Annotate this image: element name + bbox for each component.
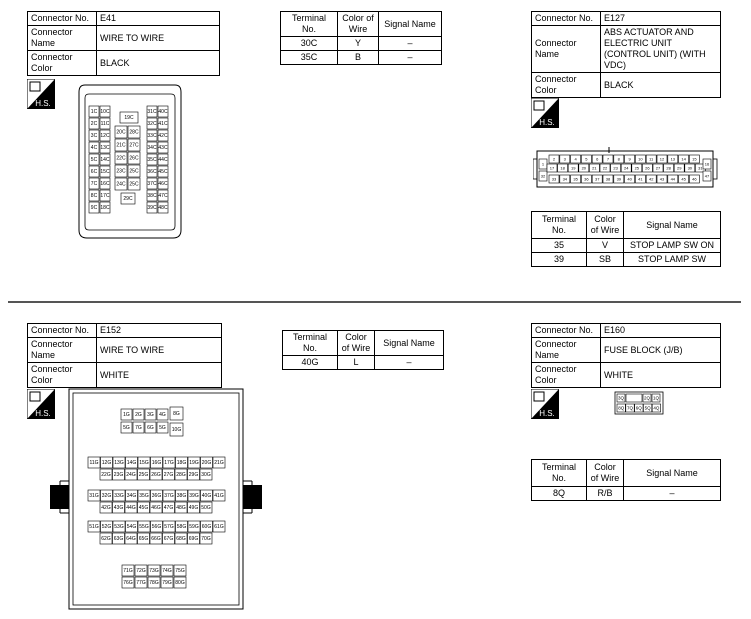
pin-label: 25C	[129, 181, 139, 188]
pin-label: 7C	[90, 181, 98, 188]
pin-label: 16	[704, 161, 710, 167]
pin-label: 3Q	[617, 395, 625, 401]
pin-label: 22G	[101, 472, 111, 479]
wire-color: V	[587, 239, 624, 253]
pin-label: 55G	[139, 524, 149, 531]
pin-label: 16C	[100, 181, 110, 188]
pin-label: 1	[541, 161, 545, 167]
pin-label: 32	[540, 173, 546, 179]
terminal-no: 30C	[281, 37, 338, 51]
pin-label: 57G	[164, 524, 174, 531]
pin-label: 69G	[188, 536, 199, 543]
pin-label: 17G	[164, 460, 174, 467]
connector-info-e152	[27, 323, 222, 388]
pin-label: 44C	[158, 157, 168, 164]
pin-label: 52G	[101, 524, 112, 531]
pin-label: 48C	[158, 205, 168, 212]
pin-label: 2	[552, 156, 556, 162]
pin-label: 19	[570, 165, 576, 171]
pin-label: 47C	[158, 193, 168, 200]
info-label: Connector Color	[532, 73, 601, 98]
pin-label: 18	[560, 165, 565, 171]
info-label: Connector Name	[532, 26, 601, 73]
wire-color: R/B	[587, 487, 624, 501]
info-value: WHITE	[97, 363, 222, 388]
harness-side-icon	[27, 79, 55, 109]
pin-label: 29C	[123, 196, 133, 203]
pin-label: 37	[594, 176, 600, 182]
connector-face-e41	[75, 80, 185, 245]
pin-label: 33C	[147, 133, 157, 140]
pin-label: 45C	[158, 169, 168, 176]
pin-label: 36C	[147, 169, 157, 176]
pin-label: 66G	[151, 536, 161, 543]
terminal-no: 39	[532, 253, 587, 267]
pin-label: 44G	[126, 505, 136, 512]
pin-label: 54G	[126, 524, 137, 531]
pin-label: 21C	[116, 142, 126, 149]
pin-label: 49G	[188, 505, 199, 512]
pin-label: 32C	[147, 121, 157, 128]
pin-label: 11G	[89, 460, 99, 467]
pin-label: 31	[698, 165, 703, 171]
pin-label: 5G	[123, 425, 130, 432]
pin-label: 26C	[129, 155, 139, 162]
pin-label: 58G	[176, 524, 187, 531]
pin-label: 71G	[123, 568, 133, 575]
pin-label: 2Q	[643, 395, 651, 401]
pin-label: 23	[613, 165, 618, 171]
pin-label: 12G	[101, 460, 112, 467]
pin-label: 62G	[101, 536, 111, 543]
pin-label: 70G	[201, 536, 211, 543]
info-value: E127	[601, 12, 721, 26]
pin-label: 5Q	[644, 405, 651, 411]
pin-label: 47	[704, 173, 710, 179]
section-divider	[8, 301, 741, 303]
connector-info-e127	[531, 11, 721, 98]
connector-face-e152	[50, 387, 264, 613]
pin-label: 10G	[171, 427, 182, 434]
pin-label: 40C	[158, 109, 168, 116]
pin-label: 1Q	[652, 395, 660, 401]
pin-label: 42	[648, 176, 654, 182]
pin-label: 43	[659, 176, 665, 182]
pin-label: 37G	[164, 493, 174, 500]
pin-label: 19C	[124, 115, 134, 122]
info-value: E160	[601, 324, 721, 338]
pin-label: 6C	[90, 169, 98, 176]
pin-label: 11	[649, 156, 654, 162]
pin-label: 14	[681, 156, 686, 162]
info-value: E152	[97, 324, 222, 338]
pin-label: 30	[687, 165, 693, 171]
info-label: Connector No.	[28, 12, 97, 26]
pin-label: 37C	[147, 181, 157, 188]
pin-label: 67G	[163, 536, 174, 543]
signal-name: –	[379, 51, 442, 65]
pin-label: 4G	[159, 412, 166, 419]
info-value: FUSE BLOCK (J/B)	[601, 338, 721, 363]
pin-label: 38C	[147, 193, 157, 200]
signal-name: STOP LAMP SW	[624, 253, 721, 267]
pin-label: 36	[584, 176, 589, 182]
pin-label: 1G	[123, 412, 130, 419]
pin-label: 46	[692, 176, 697, 182]
pin-label: 15C	[100, 169, 110, 176]
pin-label: 30G	[201, 472, 211, 479]
harness-side-icon	[531, 98, 559, 128]
terminal-no: 35C	[281, 51, 338, 65]
connector-info-e41	[27, 11, 220, 76]
pin-label: 13C	[100, 145, 110, 152]
pin-label: 80G	[175, 580, 185, 587]
signal-name: –	[379, 37, 442, 51]
pin-label: 35C	[147, 157, 157, 164]
pin-label: 9C	[90, 205, 98, 212]
signal-name-header: Signal Name	[375, 331, 444, 356]
wire-color: Y	[338, 37, 379, 51]
pin-label: 35G	[139, 493, 149, 500]
pin-label: 8	[617, 156, 620, 162]
info-value: WIRE TO WIRE	[97, 26, 220, 51]
info-value: BLACK	[601, 73, 721, 98]
pin-label: 38G	[176, 493, 187, 500]
terminal-no-header: Terminal No.	[283, 331, 338, 356]
pin-label: 26	[645, 165, 650, 171]
pin-label: 1C	[90, 109, 98, 116]
pin-label: 27C	[129, 142, 139, 149]
pin-label: 23C	[116, 168, 126, 175]
pin-label: 9	[628, 156, 631, 162]
pin-label: 27G	[163, 472, 174, 479]
hs-label: H.S.	[35, 409, 51, 418]
terminal-no-header: Terminal No.	[532, 212, 587, 239]
pin-label: 27	[655, 165, 661, 171]
pin-label: 28	[666, 165, 671, 171]
pin-label: 74G	[162, 568, 172, 575]
signal-name: –	[624, 487, 721, 501]
pin-label: 18G	[176, 460, 187, 467]
pin-label: 73G	[149, 568, 159, 575]
pin-label: 10C	[100, 109, 110, 116]
signal-name: STOP LAMP SW ON	[624, 239, 721, 253]
signal-name-header: Signal Name	[624, 212, 721, 239]
pin-label: 10	[638, 156, 643, 162]
pin-label: 13	[670, 156, 676, 162]
pin-label: 40G	[201, 493, 212, 500]
signal-name-header: Signal Name	[379, 12, 442, 37]
pin-label: 72G	[136, 568, 146, 575]
harness-side-icon	[531, 389, 559, 419]
info-value: WIRE TO WIRE	[97, 338, 222, 363]
pin-label: 12C	[100, 133, 110, 140]
pin-label: 33	[551, 176, 557, 182]
pin-label: 16G	[151, 460, 162, 467]
pin-label: 18C	[100, 205, 110, 212]
pin-label: 3G	[147, 412, 154, 419]
pin-label: 61G	[214, 524, 224, 531]
pin-label: 32G	[101, 493, 112, 500]
pin-label: 21	[592, 165, 597, 171]
pin-label: 39C	[147, 205, 157, 212]
pin-label: 43C	[158, 145, 168, 152]
pin-label: 79G	[162, 580, 172, 587]
terminal-no: 35	[532, 239, 587, 253]
pin-label: 36G	[151, 493, 162, 500]
pin-label: 51G	[89, 524, 99, 531]
terminal-no: 8Q	[532, 487, 587, 501]
pin-label: 41G	[214, 493, 224, 500]
pin-label: 20	[581, 165, 587, 171]
info-value: E41	[97, 12, 220, 26]
terminal-table-e152	[282, 330, 444, 370]
pin-label: 7G	[135, 425, 142, 432]
pin-label: 75G	[175, 568, 185, 575]
pin-label: 68G	[176, 536, 186, 543]
pin-label: 6	[596, 156, 599, 162]
pin-label: 65G	[138, 536, 149, 543]
pin-label: 76G	[123, 580, 133, 587]
pin-label: 20C	[116, 129, 126, 136]
connector-face-e160	[614, 391, 664, 415]
pin-label: 3	[563, 156, 566, 162]
pin-label: 42G	[101, 505, 111, 512]
info-value: WHITE	[601, 363, 721, 388]
pin-label: 24C	[116, 181, 126, 188]
info-label: Connector Color	[532, 363, 601, 388]
pin-label: 56G	[151, 524, 162, 531]
pin-label: 25	[634, 165, 640, 171]
pin-label: 24G	[126, 472, 136, 479]
pin-label: 42C	[158, 133, 168, 140]
pin-label: 2C	[90, 121, 98, 128]
pin-label: 3C	[90, 133, 98, 140]
pin-label: 4C	[90, 145, 98, 152]
wire-color: SB	[587, 253, 624, 267]
wire-color-header: Color of Wire	[338, 12, 379, 37]
terminal-table-e127	[531, 211, 721, 267]
pin-label: 29G	[188, 472, 199, 479]
pin-label: 29	[676, 165, 682, 171]
pin-label: 45	[681, 176, 686, 182]
connector-face-e127	[533, 145, 719, 193]
pin-label: 5C	[90, 157, 98, 164]
pin-label: 38	[605, 176, 611, 182]
info-value: BLACK	[97, 51, 220, 76]
pin-label: 64G	[126, 536, 136, 543]
pin-label: 34	[562, 176, 568, 182]
pin-label: 41	[638, 176, 643, 182]
pin-label: 46C	[158, 181, 168, 188]
wire-color-header: Color of Wire	[587, 460, 624, 487]
fuse-slot	[626, 394, 642, 402]
pin-label: 44	[670, 176, 676, 182]
pin-label: 4Q	[653, 405, 660, 411]
pin-label: 28C	[129, 129, 139, 136]
pin-label: 4	[574, 156, 577, 162]
pin-label: 45G	[138, 505, 149, 512]
info-label: Connector No.	[532, 12, 601, 26]
pin-label: 14G	[126, 460, 137, 467]
pin-label: 26G	[151, 472, 161, 479]
signal-name: –	[375, 356, 444, 370]
wire-color: B	[338, 51, 379, 65]
info-label: Connector Name	[28, 26, 97, 51]
terminal-table-e41	[280, 11, 442, 65]
wire-color: L	[338, 356, 375, 370]
terminal-table-e160	[531, 459, 721, 501]
pin-label: 13G	[114, 460, 124, 467]
pin-label: 15	[692, 156, 697, 162]
pin-label: 17	[549, 165, 555, 171]
pin-label: 20G	[201, 460, 212, 467]
pin-label: 31C	[147, 109, 157, 116]
hs-label: H.S.	[539, 409, 555, 418]
hs-label: H.S.	[35, 99, 51, 108]
pin-label: 41C	[158, 121, 168, 128]
pin-label: 11C	[100, 121, 110, 128]
info-label: Connector No.	[532, 324, 601, 338]
pin-label: 19G	[189, 460, 199, 467]
connector-info-e160	[531, 323, 721, 388]
pin-label: 25G	[138, 472, 149, 479]
pin-label: 25C	[129, 168, 139, 175]
pin-label: 78G	[149, 580, 159, 587]
terminal-no-header: Terminal No.	[532, 460, 587, 487]
pin-label: 77G	[136, 580, 146, 587]
pin-label: 31G	[89, 493, 99, 500]
pin-label: 63G	[113, 536, 124, 543]
pin-label: 28G	[176, 472, 186, 479]
terminal-no-header: Terminal No.	[281, 12, 338, 37]
pin-label: 21G	[214, 460, 224, 467]
pin-label: 39G	[189, 493, 199, 500]
pin-label: 59G	[189, 524, 199, 531]
info-label: Connector No.	[28, 324, 97, 338]
info-label: Connector Name	[532, 338, 601, 363]
terminal-no: 40G	[283, 356, 338, 370]
pin-label: 22	[602, 165, 608, 171]
pin-label: 5	[585, 156, 588, 162]
pin-label: 39	[616, 176, 622, 182]
pin-label: 5G	[159, 425, 166, 432]
pin-label: 17C	[100, 193, 110, 200]
pin-label: 8Q	[618, 405, 625, 411]
pin-label: 50G	[201, 505, 211, 512]
pin-label: 14C	[100, 157, 110, 164]
pin-label: 7	[606, 156, 610, 162]
info-label: Connector Color	[28, 51, 97, 76]
pin-label: 6G	[147, 425, 154, 432]
pin-label: 7Q	[626, 405, 634, 411]
pin-label: 40	[627, 176, 632, 182]
pin-label: 43G	[113, 505, 124, 512]
pin-label: 46G	[151, 505, 161, 512]
info-value: ABS ACTUATOR AND ELECTRIC UNIT (CONTROL UNIT) (WITH VDC)	[601, 26, 721, 73]
pin-label: 22C	[116, 155, 126, 162]
pin-label: 34G	[126, 493, 137, 500]
pin-label: 34C	[147, 145, 157, 152]
hs-label: H.S.	[539, 118, 555, 127]
pin-label: 60G	[201, 524, 212, 531]
info-label: Connector Color	[28, 363, 97, 388]
pin-label: 2G	[135, 412, 142, 419]
pin-label: 33G	[114, 493, 124, 500]
pin-label: 6Q	[635, 405, 642, 411]
wire-color-header: Color of Wire	[587, 212, 624, 239]
pin-label: 12	[659, 156, 665, 162]
pin-label: 15G	[139, 460, 149, 467]
pin-label: 47G	[163, 505, 174, 512]
pin-label: 8C	[90, 193, 98, 200]
wire-color-header: Color of Wire	[338, 331, 375, 356]
pin-label: 35	[573, 176, 578, 182]
info-label: Connector Name	[28, 338, 97, 363]
pin-label: 23G	[113, 472, 124, 479]
pin-label: 48G	[176, 505, 186, 512]
pin-label: 53G	[114, 524, 124, 531]
pin-label: 8G	[173, 411, 180, 418]
pin-label: 24	[623, 165, 629, 171]
signal-name-header: Signal Name	[624, 460, 721, 487]
